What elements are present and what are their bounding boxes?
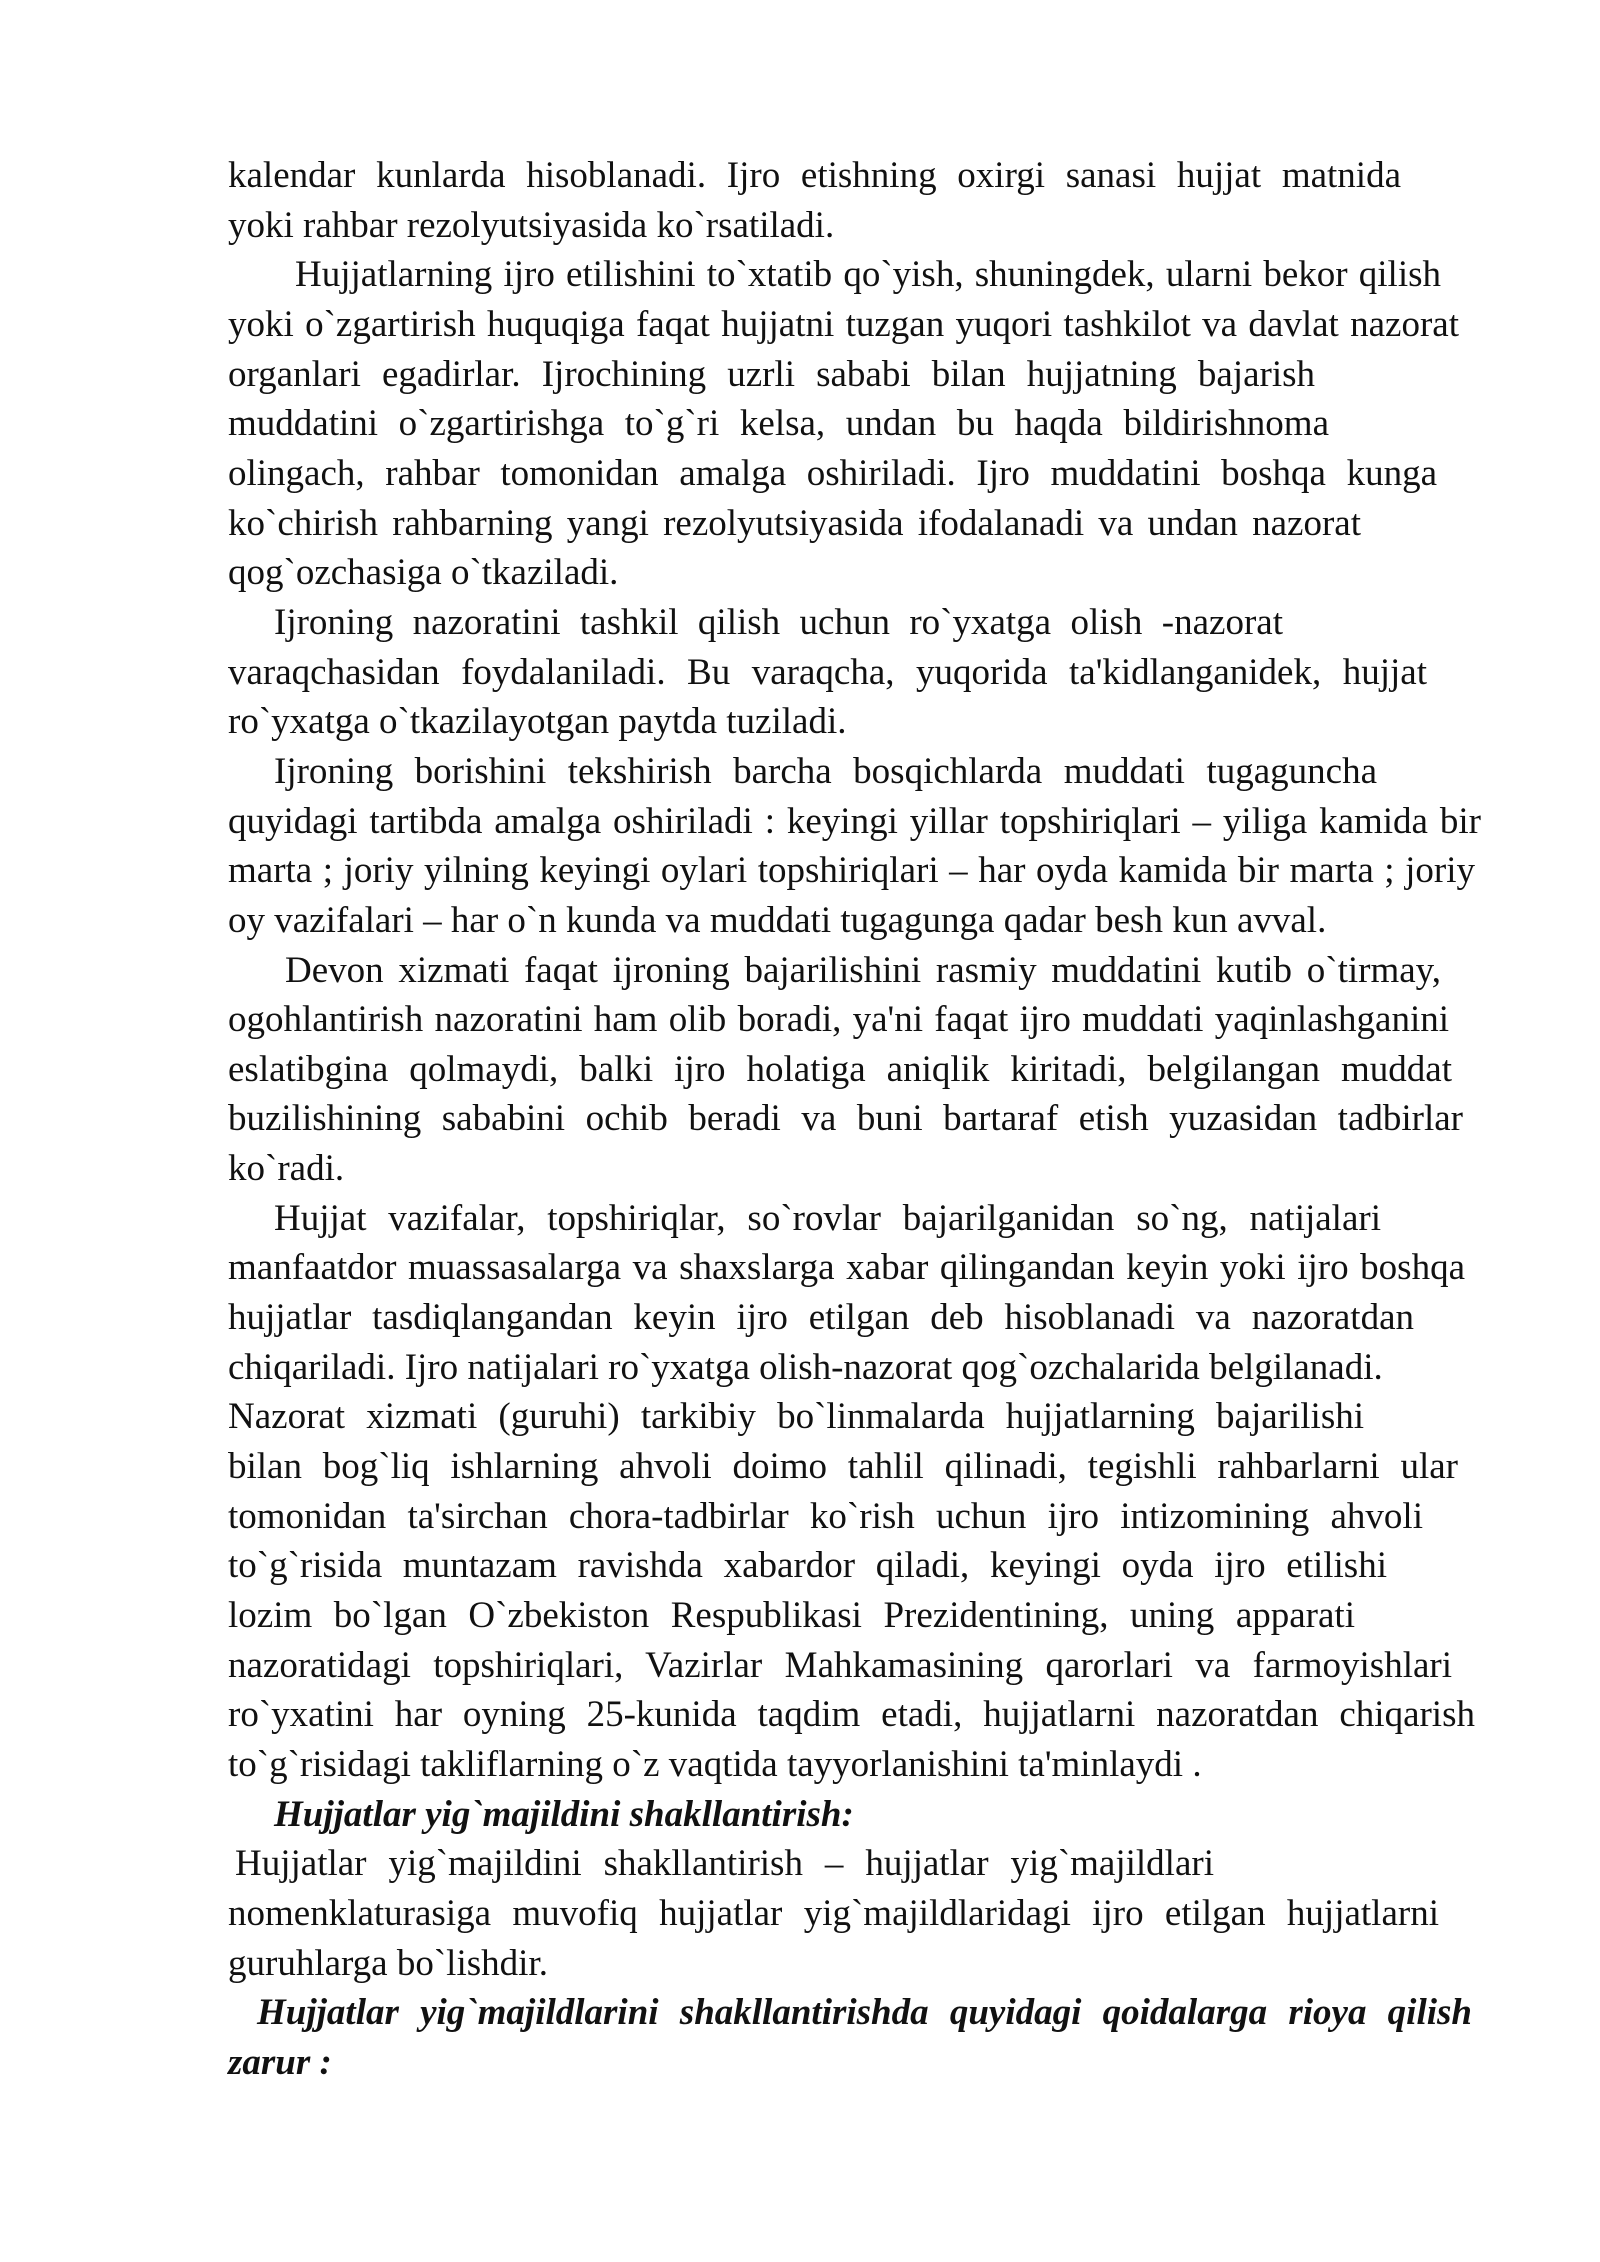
- paragraph: [0, 598, 1600, 747]
- text-line: ogohlantirish nazoratini ham olib boradi, ya'ni faqat ijro muddati yaqinlashganini: [228, 999, 1449, 1041]
- text-line: ro`yxatini har oyning 25-kunida taqdim etadi, hujjatlarni nazoratdan chiqarish: [228, 1694, 1475, 1736]
- section-heading: [0, 1988, 1600, 2087]
- text-line: olingach, rahbar tomonidan amalga oshiriladi. Ijro muddatini boshqa kunga: [228, 452, 1437, 494]
- text-line: oy vazifalari – har o`n kunda va muddati tugagunga qadar besh kun avval.: [228, 899, 1327, 941]
- text-line: muddatini o`zgartirishga to`g`ri kelsa, undan bu haqda bildirishnoma: [228, 403, 1329, 445]
- text-line: guruhlarga bo`lishdir.: [228, 1942, 548, 1984]
- text-line: nomenklaturasiga muvofiq hujjatlar yig`majildlaridagi ijro etilgan hujjatlarni: [228, 1892, 1439, 1934]
- heading-line: zarur :: [228, 2041, 332, 2083]
- paragraph: [0, 747, 1600, 946]
- document-body: [0, 151, 1600, 2088]
- text-line: yoki rahbar rezolyutsiyasida ko`rsatiladi.: [228, 204, 835, 246]
- heading-line: Hujjatlar yig`majildlarini shakllantirishda quyidagi qoidalarga rioya qilish: [257, 1992, 1472, 2034]
- text-line: to`g`risida muntazam ravishda xabardor qiladi, keyingi oyda ijro etilishi: [228, 1545, 1387, 1587]
- paragraph: [0, 1194, 1600, 1393]
- text-line: hujjatlar tasdiqlangandan keyin ijro etilgan deb hisoblanadi va nazoratdan: [228, 1297, 1414, 1339]
- paragraph: [0, 1839, 1600, 1988]
- text-line: Nazorat xizmati (guruhi) tarkibiy bo`linmalarda hujjatlarning bajarilishi: [228, 1396, 1364, 1438]
- text-line: ko`chirish rahbarning yangi rezolyutsiyasida ifodalanadi va undan nazorat: [228, 502, 1361, 544]
- text-line: kalendar kunlarda hisoblanadi. Ijro etishning oxirgi sanasi hujjat matnida: [228, 155, 1401, 196]
- text-line: ko`radi.: [228, 1148, 345, 1190]
- text-line: manfaatdor muassasalarga va shaxslarga xabar qilingandan keyin yoki ijro boshqa: [228, 1247, 1465, 1289]
- text-line: eslatibgina qolmaydi, balki ijro holatiga aniqlik kiritadi, belgilangan muddat: [228, 1048, 1452, 1090]
- paragraph: [0, 946, 1600, 1194]
- text-line: Hujjatlar yig`majildini shakllantirish – hujjatlar yig`majildlari: [235, 1843, 1214, 1885]
- text-line: quyidagi tartibda amalga oshiriladi : keyingi yillar topshiriqlari – yiliga kamida bir: [228, 800, 1481, 842]
- text-line: lozim bo`lgan O`zbekiston Respublikasi Prezidentining, uning apparati: [228, 1595, 1355, 1637]
- text-line: Hujjat vazifalar, topshiriqlar, so`rovlar bajarilganidan so`ng, natijalari: [274, 1197, 1381, 1239]
- text-line: to`g`risidagi takliflarning o`z vaqtida tayyorlanishini ta'minlaydi .: [228, 1744, 1202, 1785]
- text-line: chiqariladi. Ijro natijalari ro`yxatga olish-nazorat qog`ozchalarida belgilanadi.: [228, 1346, 1383, 1388]
- text-line: nazoratidagi topshiriqlari, Vazirlar Mahkamasining qarorlari va farmoyishlari: [228, 1644, 1452, 1686]
- text-line: marta ; joriy yilning keyingi oylari topshiriqlari – har oyda kamida bir marta ; joriy: [228, 850, 1475, 892]
- text-line: yoki o`zgartirish huquqiga faqat hujjatni tuzgan yuqori tashkilot va davlat nazorat: [228, 303, 1459, 345]
- text-line: organlari egadirlar. Ijrochining uzrli sababi bilan hujjatning bajarish: [228, 353, 1315, 395]
- paragraph: [0, 1392, 1600, 1789]
- text-line: Ijroning nazoratini tashkil qilish uchun ro`yxatga olish -nazorat: [274, 601, 1283, 643]
- text-line: tomonidan ta'sirchan chora-tadbirlar ko`rish uchun ijro intizomining ahvoli: [228, 1495, 1423, 1537]
- text-line: ro`yxatga o`tkazilayotgan paytda tuziladi.: [228, 701, 847, 743]
- paragraph: [0, 250, 1600, 598]
- section-heading: [0, 1790, 1600, 1840]
- text-line: varaqchasidan foydalaniladi. Bu varaqcha, yuqorida ta'kidlanganidek, hujjat: [228, 651, 1427, 693]
- heading-line: Hujjatlar yig`majildini shakllantirish:: [274, 1793, 854, 1835]
- text-line: buzilishining sababini ochib beradi va buni bartaraf etish yuzasidan tadbirlar: [228, 1098, 1463, 1140]
- paragraph: [0, 151, 1600, 250]
- text-line: Ijroning borishini tekshirish barcha bosqichlarda muddati tugaguncha: [274, 750, 1377, 792]
- text-line: qog`ozchasiga o`tkaziladi.: [228, 552, 619, 594]
- text-line: Devon xizmati faqat ijroning bajarilishini rasmiy muddatini kutib o`tirmay,: [285, 949, 1441, 991]
- text-line: Hujjatlarning ijro etilishini to`xtatib qo`yish, shuningdek, ularni bekor qilish: [295, 254, 1441, 296]
- text-line: bilan bog`liq ishlarning ahvoli doimo tahlil qilinadi, tegishli rahbarlarni ular: [228, 1446, 1458, 1488]
